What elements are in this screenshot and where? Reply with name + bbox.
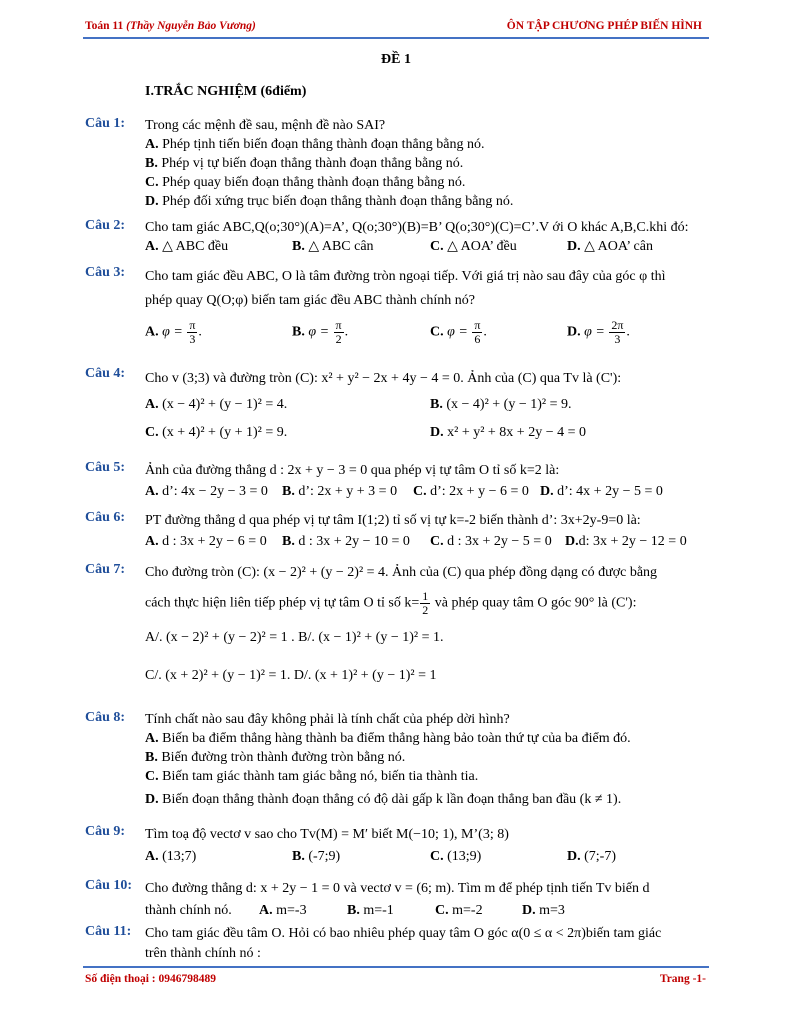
question-text-line2: trên thành chính nó : — [145, 946, 261, 961]
option-c: C. d : 3x + 2y − 5 = 0 — [430, 534, 552, 549]
option-a: A. (x − 4)² + (y − 1)² = 4. — [145, 397, 288, 412]
option-b: B. d’: 2x + y + 3 = 0 — [282, 484, 398, 499]
option-d: D. d’: 4x + 2y − 5 = 0 — [540, 484, 663, 499]
option-a: A. Biến ba điểm thẳng hàng thành ba điểm thẳng hàng bảo toàn thứ tự của ba điểm đó. — [145, 731, 631, 746]
footer-rule — [83, 966, 709, 968]
options-ab: A/. (x − 2)² + (y − 2)² = 1 . B/. (x − 1)² + (y − 1)² = 1. — [145, 630, 444, 645]
option-a: A. (13;7) — [145, 849, 197, 864]
header-subject: Toán 11 — [85, 20, 124, 32]
question-text: Cho tam giác ABC,Q(o;30°)(A)=A’, Q(o;30°)(B)=B’ Q(o;30°)(C)=C’.V ới O khác A,B,C.khi đó: — [145, 220, 689, 235]
header-left — [85, 20, 256, 32]
question-text: Tính chất nào sau đây không phải là tính chất của phép dời hình? — [145, 712, 510, 727]
option-c: C. Biến tam giác thành tam giác bằng nó, biến tia thành tia. — [145, 769, 479, 784]
question-label: Câu 4: — [85, 366, 126, 381]
question-text: PT đường thẳng d qua phép vị tự tâm I(1;2) tỉ số vị tự k=-2 biến thành d’: 3x+2y-9=0 là: — [145, 513, 641, 528]
question-text-line2: phép quay Q(O;φ) biến tam giác đều ABC thành chính nó? — [145, 293, 476, 308]
option-a: A. φ = $\frac{\pi}{3}$ . — [145, 318, 202, 346]
question-text-line1: Cho tam giác đều tâm O. Hỏi có bao nhiêu phép quay tâm O góc α(0 ≤ α < 2π)biến tam giác — [145, 926, 662, 941]
header-author: (Thầy Nguyễn Bảo Vương) — [126, 20, 256, 32]
option-d: D. m=3 — [522, 903, 565, 918]
footer-page-number: Trang -1- — [659, 973, 706, 985]
question-text-line1: Cho tam giác đều ABC, O là tâm đường tròn ngoại tiếp. Với giá trị nào sau đây của góc φ thì — [145, 269, 666, 284]
header-rule — [83, 37, 709, 39]
page-title: ĐỀ 1 — [381, 52, 411, 67]
option-a: A. △ ABC đều — [145, 239, 229, 254]
question-label: Câu 8: — [85, 710, 126, 725]
question-text: Ảnh của đường thẳng d : 2x + y − 3 = 0 qua phép vị tự tâm O tỉ số k=2 là: — [145, 463, 560, 478]
question-text: Tìm toạ độ vectơ v sao cho Tv(M) = M′ biết M(−10; 1), M’(3; 8) — [145, 827, 509, 842]
option-a: A. Phép tịnh tiến biến đoạn thẳng thành đoạn thẳng bằng nó. — [145, 137, 485, 152]
option-b: B. Biến đường tròn thành đường tròn bằng nó. — [145, 750, 406, 765]
section-heading: I.TRẮC NGHIỆM (6điểm) — [145, 84, 307, 99]
question-label: Câu 10: — [85, 878, 133, 893]
option-c: C. (13;9) — [430, 849, 482, 864]
option-b: B. (x − 4)² + (y − 1)² = 9. — [430, 397, 572, 412]
header-right: ÔN TẬP CHƯƠNG PHÉP BIẾN HÌNH — [506, 20, 702, 32]
option-d: D. Phép đối xứng trục biến đoạn thẳng thành đoạn thẳng bằng nó. — [145, 194, 514, 209]
option-d: D.d: 3x + 2y − 12 = 0 — [565, 534, 687, 549]
option-d: D. (7;-7) — [567, 849, 617, 864]
option-b: B. Phép vị tự biến đoạn thẳng thành đoạn thẳng bằng nó. — [145, 156, 464, 171]
question-text-line1: Cho đường thẳng d: x + 2y − 1 = 0 và vectơ v = (6; m). Tìm m để phép tịnh tiến Tv biến d — [145, 881, 650, 896]
question-text-line2: cách thực hiện liên tiếp phép vị tự tâm O tỉ số k= $\frac{1}{2}$ và phép quay tâm O góc 90° là (C'): — [145, 589, 637, 617]
question-label: Câu 3: — [85, 265, 126, 280]
option-a: A. d : 3x + 2y − 6 = 0 — [145, 534, 267, 549]
option-a: A. m=-3 — [259, 903, 307, 918]
question-text-line1: Cho đường tròn (C): (x − 2)² + (y − 2)² = 4. Ảnh của (C) qua phép đồng dạng có được bằng — [145, 565, 658, 580]
option-d: D. △ AOA’ cân — [567, 239, 653, 254]
option-b: B. △ ABC cân — [292, 239, 374, 254]
option-c: C. (x + 4)² + (y + 1)² = 9. — [145, 425, 288, 440]
question-label: Câu 6: — [85, 510, 126, 525]
options-cd: C/. (x + 2)² + (y − 1)² = 1. D/. (x + 1)² + (y − 1)² = 1 — [145, 668, 437, 683]
question-label: Câu 9: — [85, 824, 126, 839]
option-b: B. m=-1 — [347, 903, 394, 918]
option-a: A. d’: 4x − 2y − 3 = 0 — [145, 484, 268, 499]
option-c: C. φ = $\frac{\pi}{6}$ . — [430, 318, 487, 346]
option-b: B. φ = $\frac{\pi}{2}$ . — [292, 318, 349, 346]
question-label: Câu 1: — [85, 116, 126, 131]
option-c: C. △ AOA’ đều — [430, 239, 517, 254]
question-label: Câu 2: — [85, 218, 126, 233]
option-d: D. φ = $\frac{2\pi}{3}$ . — [567, 318, 630, 346]
option-d: D. x² + y² + 8x + 2y − 4 = 0 — [430, 425, 586, 440]
option-d: D. Biến đoạn thẳng thành đoạn thẳng có độ dài gấp k lần đoạn thẳng ban đầu (k ≠ 1). — [145, 792, 622, 807]
option-b: B. d : 3x + 2y − 10 = 0 — [282, 534, 410, 549]
question-label: Câu 7: — [85, 562, 126, 577]
option-c: C. d’: 2x + y − 6 = 0 — [413, 484, 529, 499]
question-label: Câu 11: — [85, 924, 132, 939]
option-c: C. m=-2 — [435, 903, 483, 918]
question-label: Câu 5: — [85, 460, 126, 475]
question-text-line2: thành chính nó. — [145, 903, 232, 918]
footer-phone: Số điện thoại : 0946798489 — [85, 973, 216, 985]
option-c: C. Phép quay biến đoạn thẳng thành đoạn thẳng bằng nó. — [145, 175, 466, 190]
question-text: Cho v (3;3) và đường tròn (C): x² + y² − 2x + 4y − 4 = 0. Ảnh của (C) qua Tv là (C'): — [145, 371, 622, 386]
question-text: Trong các mệnh đề sau, mệnh đề nào SAI? — [145, 118, 386, 133]
option-b: B. (-7;9) — [292, 849, 341, 864]
